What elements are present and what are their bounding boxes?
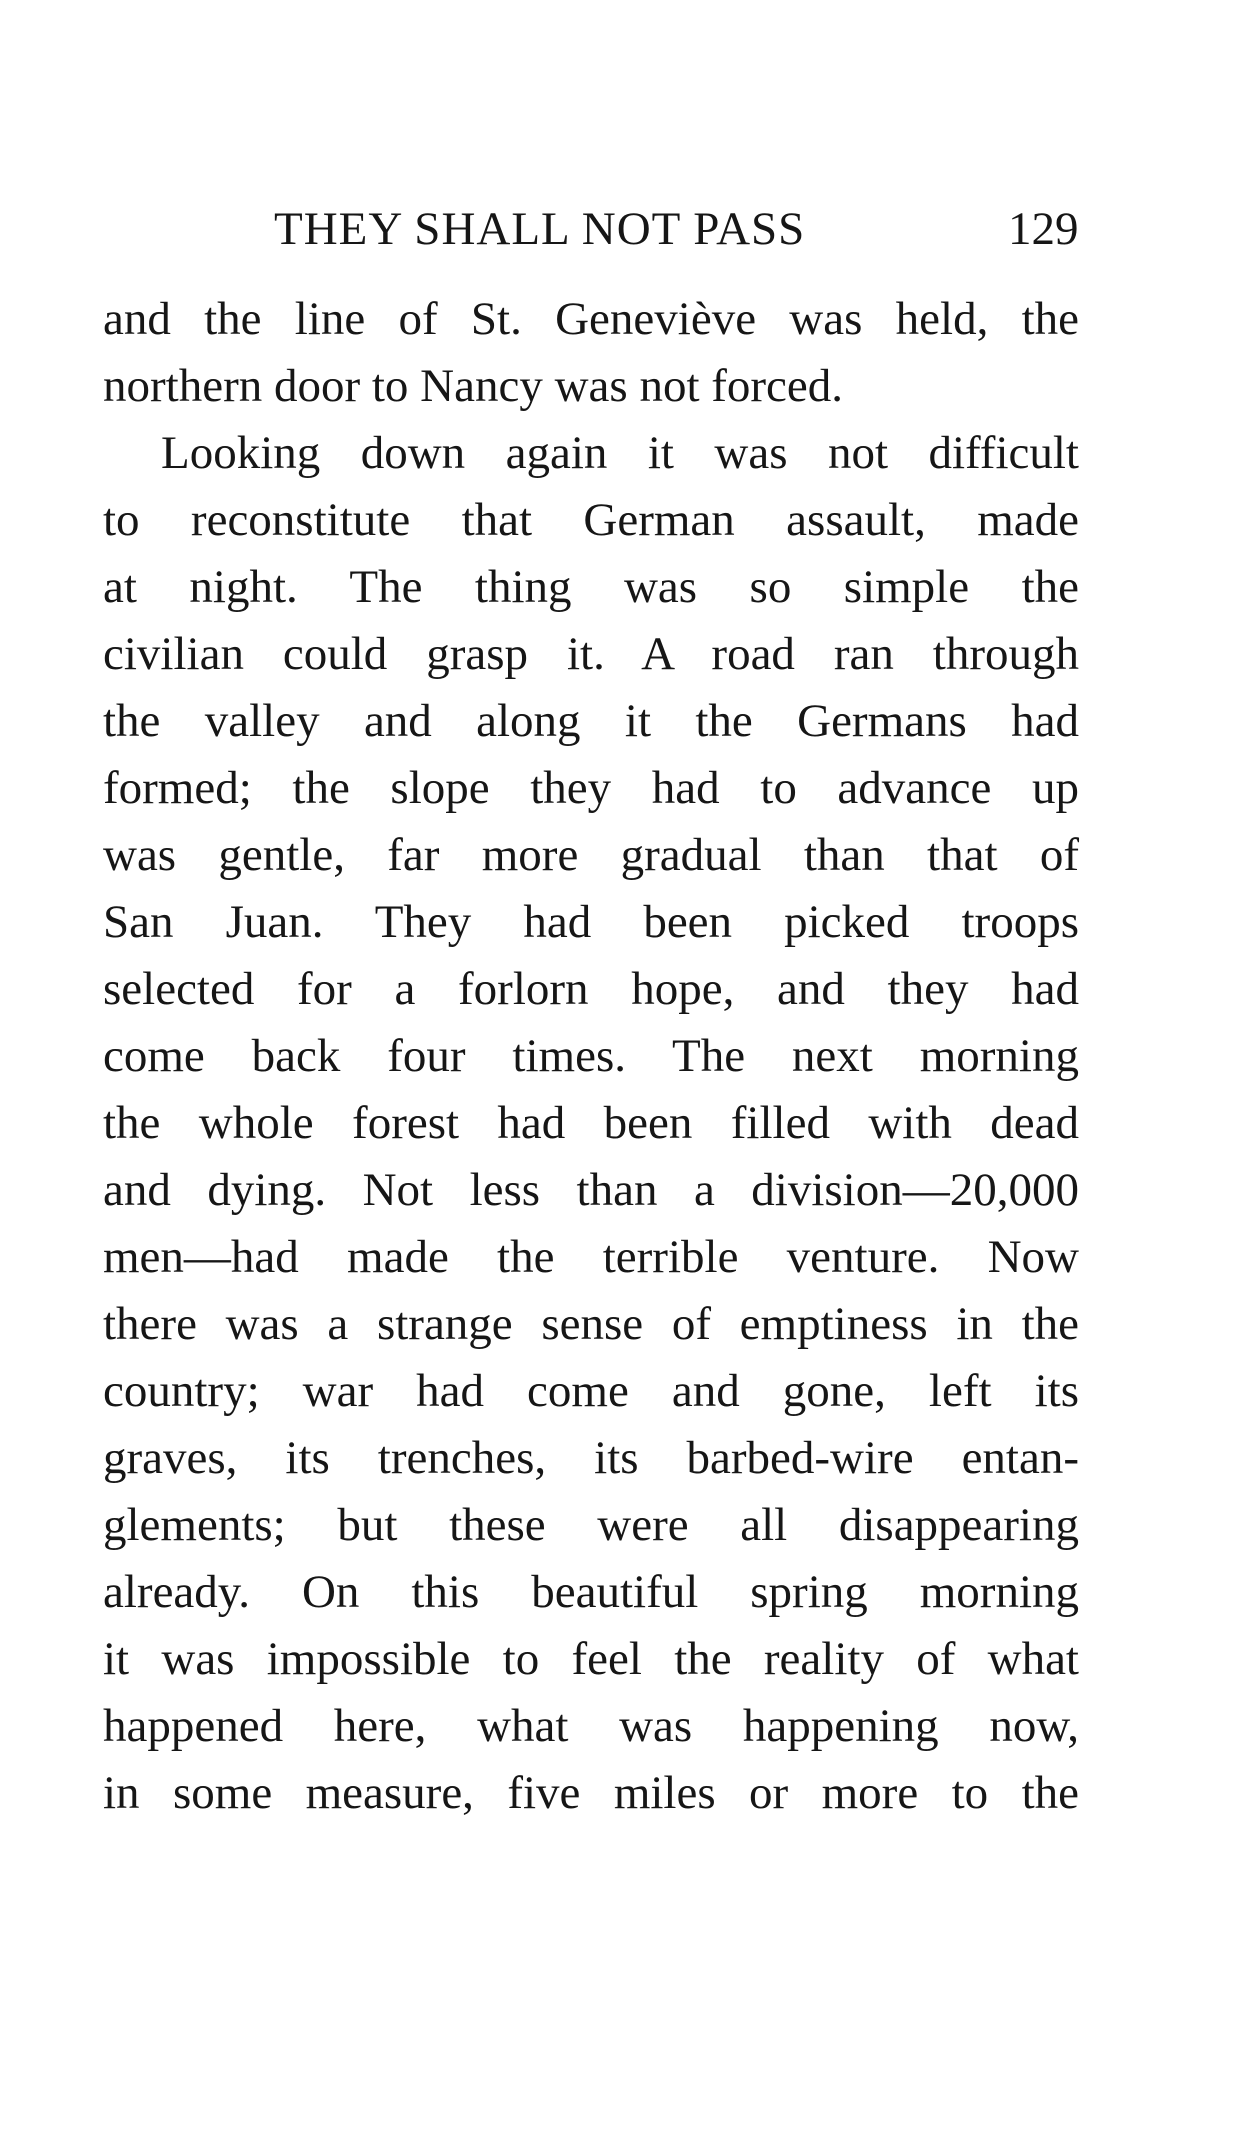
- running-head: [0, 194, 1250, 264]
- text-line: glements; but these were all disappearing: [103, 1499, 1079, 1551]
- page-number: 129: [1008, 203, 1079, 255]
- body-text: [103, 286, 1079, 1827]
- text-line: selected for a forlorn hope, and they had: [103, 963, 1079, 1015]
- text-line: civilian could grasp it. A road ran through: [103, 628, 1079, 680]
- text-line: and dying. Not less than a division—20,000: [103, 1164, 1079, 1216]
- text-line: the whole forest had been filled with dead: [103, 1097, 1079, 1149]
- text-line: country; war had come and gone, left its: [103, 1365, 1079, 1417]
- text-line: formed; the slope they had to advance up: [103, 762, 1079, 814]
- text-line: graves, its trenches, its barbed-wire entan-: [103, 1432, 1079, 1484]
- text-line: and the line of St. Geneviève was held, the: [103, 293, 1079, 345]
- text-line: at night. The thing was so simple the: [103, 561, 1079, 613]
- text-line: men—had made the terrible venture. Now: [103, 1231, 1079, 1283]
- text-line: already. On this beautiful spring morning: [103, 1566, 1079, 1618]
- text-line: happened here, what was happening now,: [103, 1700, 1079, 1752]
- text-line: come back four times. The next morning: [103, 1030, 1079, 1082]
- text-line: there was a strange sense of emptiness in the: [103, 1298, 1079, 1350]
- text-line: to reconstitute that German assault, made: [103, 494, 1079, 546]
- text-line: in some measure, five miles or more to the: [103, 1767, 1079, 1819]
- text-line: northern door to Nancy was not forced.: [103, 360, 844, 412]
- text-line: it was impossible to feel the reality of what: [103, 1633, 1079, 1685]
- running-title: THEY SHALL NOT PASS: [274, 203, 806, 255]
- text-line: Looking down again it was not difficult: [161, 427, 1079, 479]
- text-line: San Juan. They had been picked troops: [103, 896, 1079, 948]
- text-line: the valley and along it the Germans had: [103, 695, 1079, 747]
- text-line: was gentle, far more gradual than that of: [103, 829, 1079, 881]
